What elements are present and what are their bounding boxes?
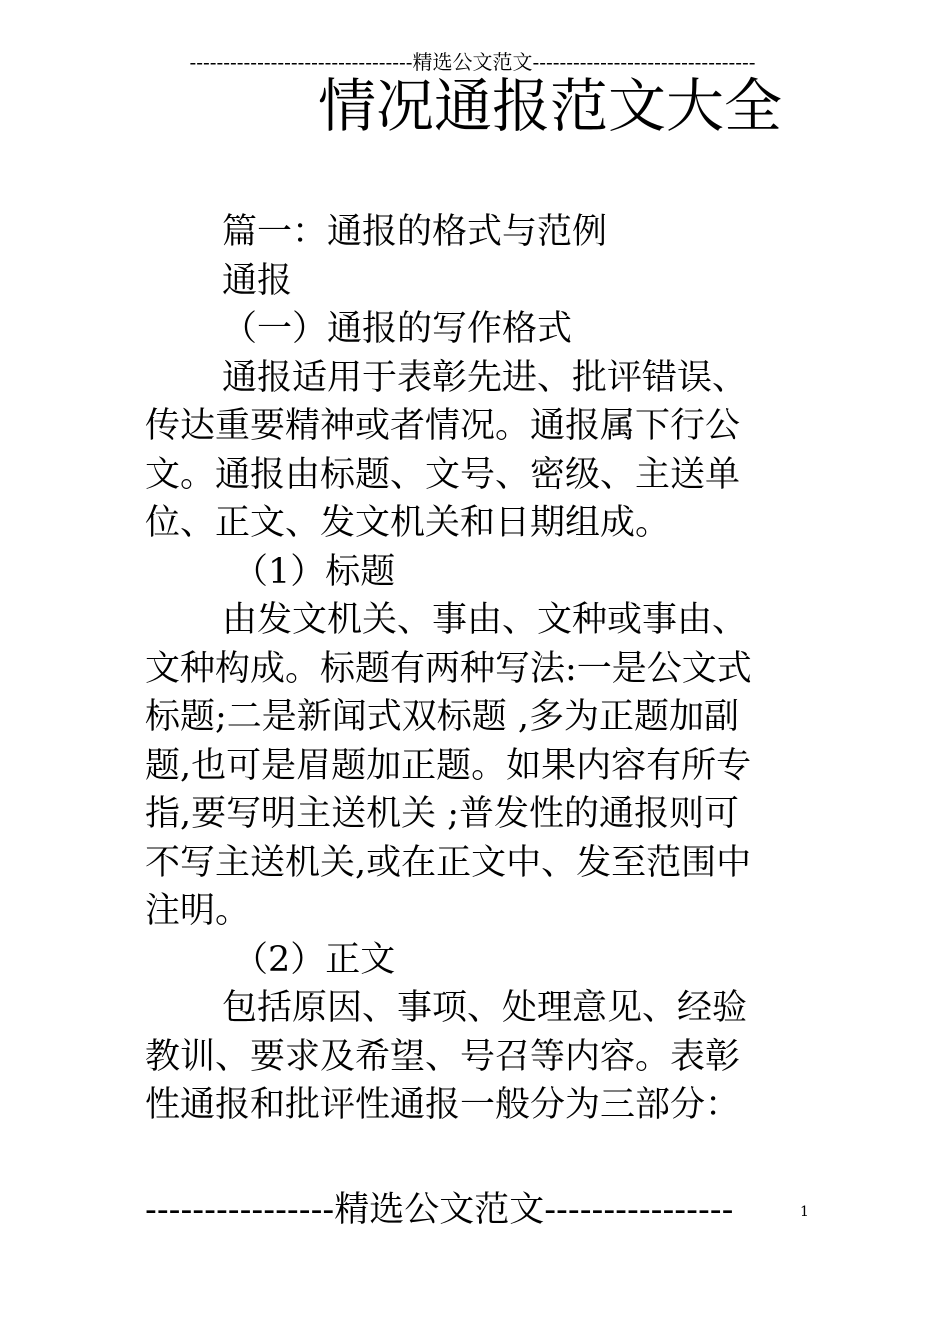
paragraph-line: 注明。: [145, 891, 251, 931]
document-title: 情况通报范文大全: [318, 72, 783, 140]
paragraph-line: 教训、要求及希望、号召等内容。表彰: [145, 1036, 741, 1077]
paragraph-line: 通报适用于表彰先进、批评错误、: [222, 357, 748, 398]
paragraph-line: 由发文机关、事由、文种或事由、: [222, 600, 748, 640]
paragraph-line: 文种构成。标题有两种写法:一是公文式: [145, 648, 752, 689]
item-heading: （2）正文: [233, 939, 396, 980]
paragraph-line: 传达重要精神或者情况。通报属下行公: [145, 406, 741, 446]
subsection-heading: （一）通报的写作格式: [222, 309, 573, 349]
paragraph-line: 不写主送机关,或在正文中、发至范围中: [145, 842, 752, 883]
paragraph-line: 指,要写明主送机关 ;普发性的通报则可: [145, 794, 740, 834]
paragraph-line: 题,也可是眉题加正题。如果内容有所专: [145, 745, 752, 786]
paragraph-line: 文。通报由标题、文号、密级、主送单: [145, 454, 741, 495]
page-number: 1: [800, 1204, 809, 1220]
paragraph-line: 标题;二是新闻式双标题 ,多为正题加副: [145, 697, 740, 737]
paragraph-line: 位、正文、发文机关和日期组成。: [145, 503, 671, 543]
document-body: [145, 208, 805, 1130]
page-footer: ----------------精选公文范文----------------: [145, 1190, 734, 1230]
page-header: ---------------------------------精选公文范文---------------------------------: [189, 50, 756, 74]
paragraph-line: 包括原因、事项、处理意见、经验: [222, 988, 748, 1028]
subheading: 通报: [222, 260, 293, 301]
section-heading: 篇一：通报的格式与范例: [222, 212, 608, 252]
paragraph-line: 性通报和批评性通报一般分为三部分：: [145, 1085, 741, 1125]
item-heading: （1）标题: [233, 551, 396, 592]
